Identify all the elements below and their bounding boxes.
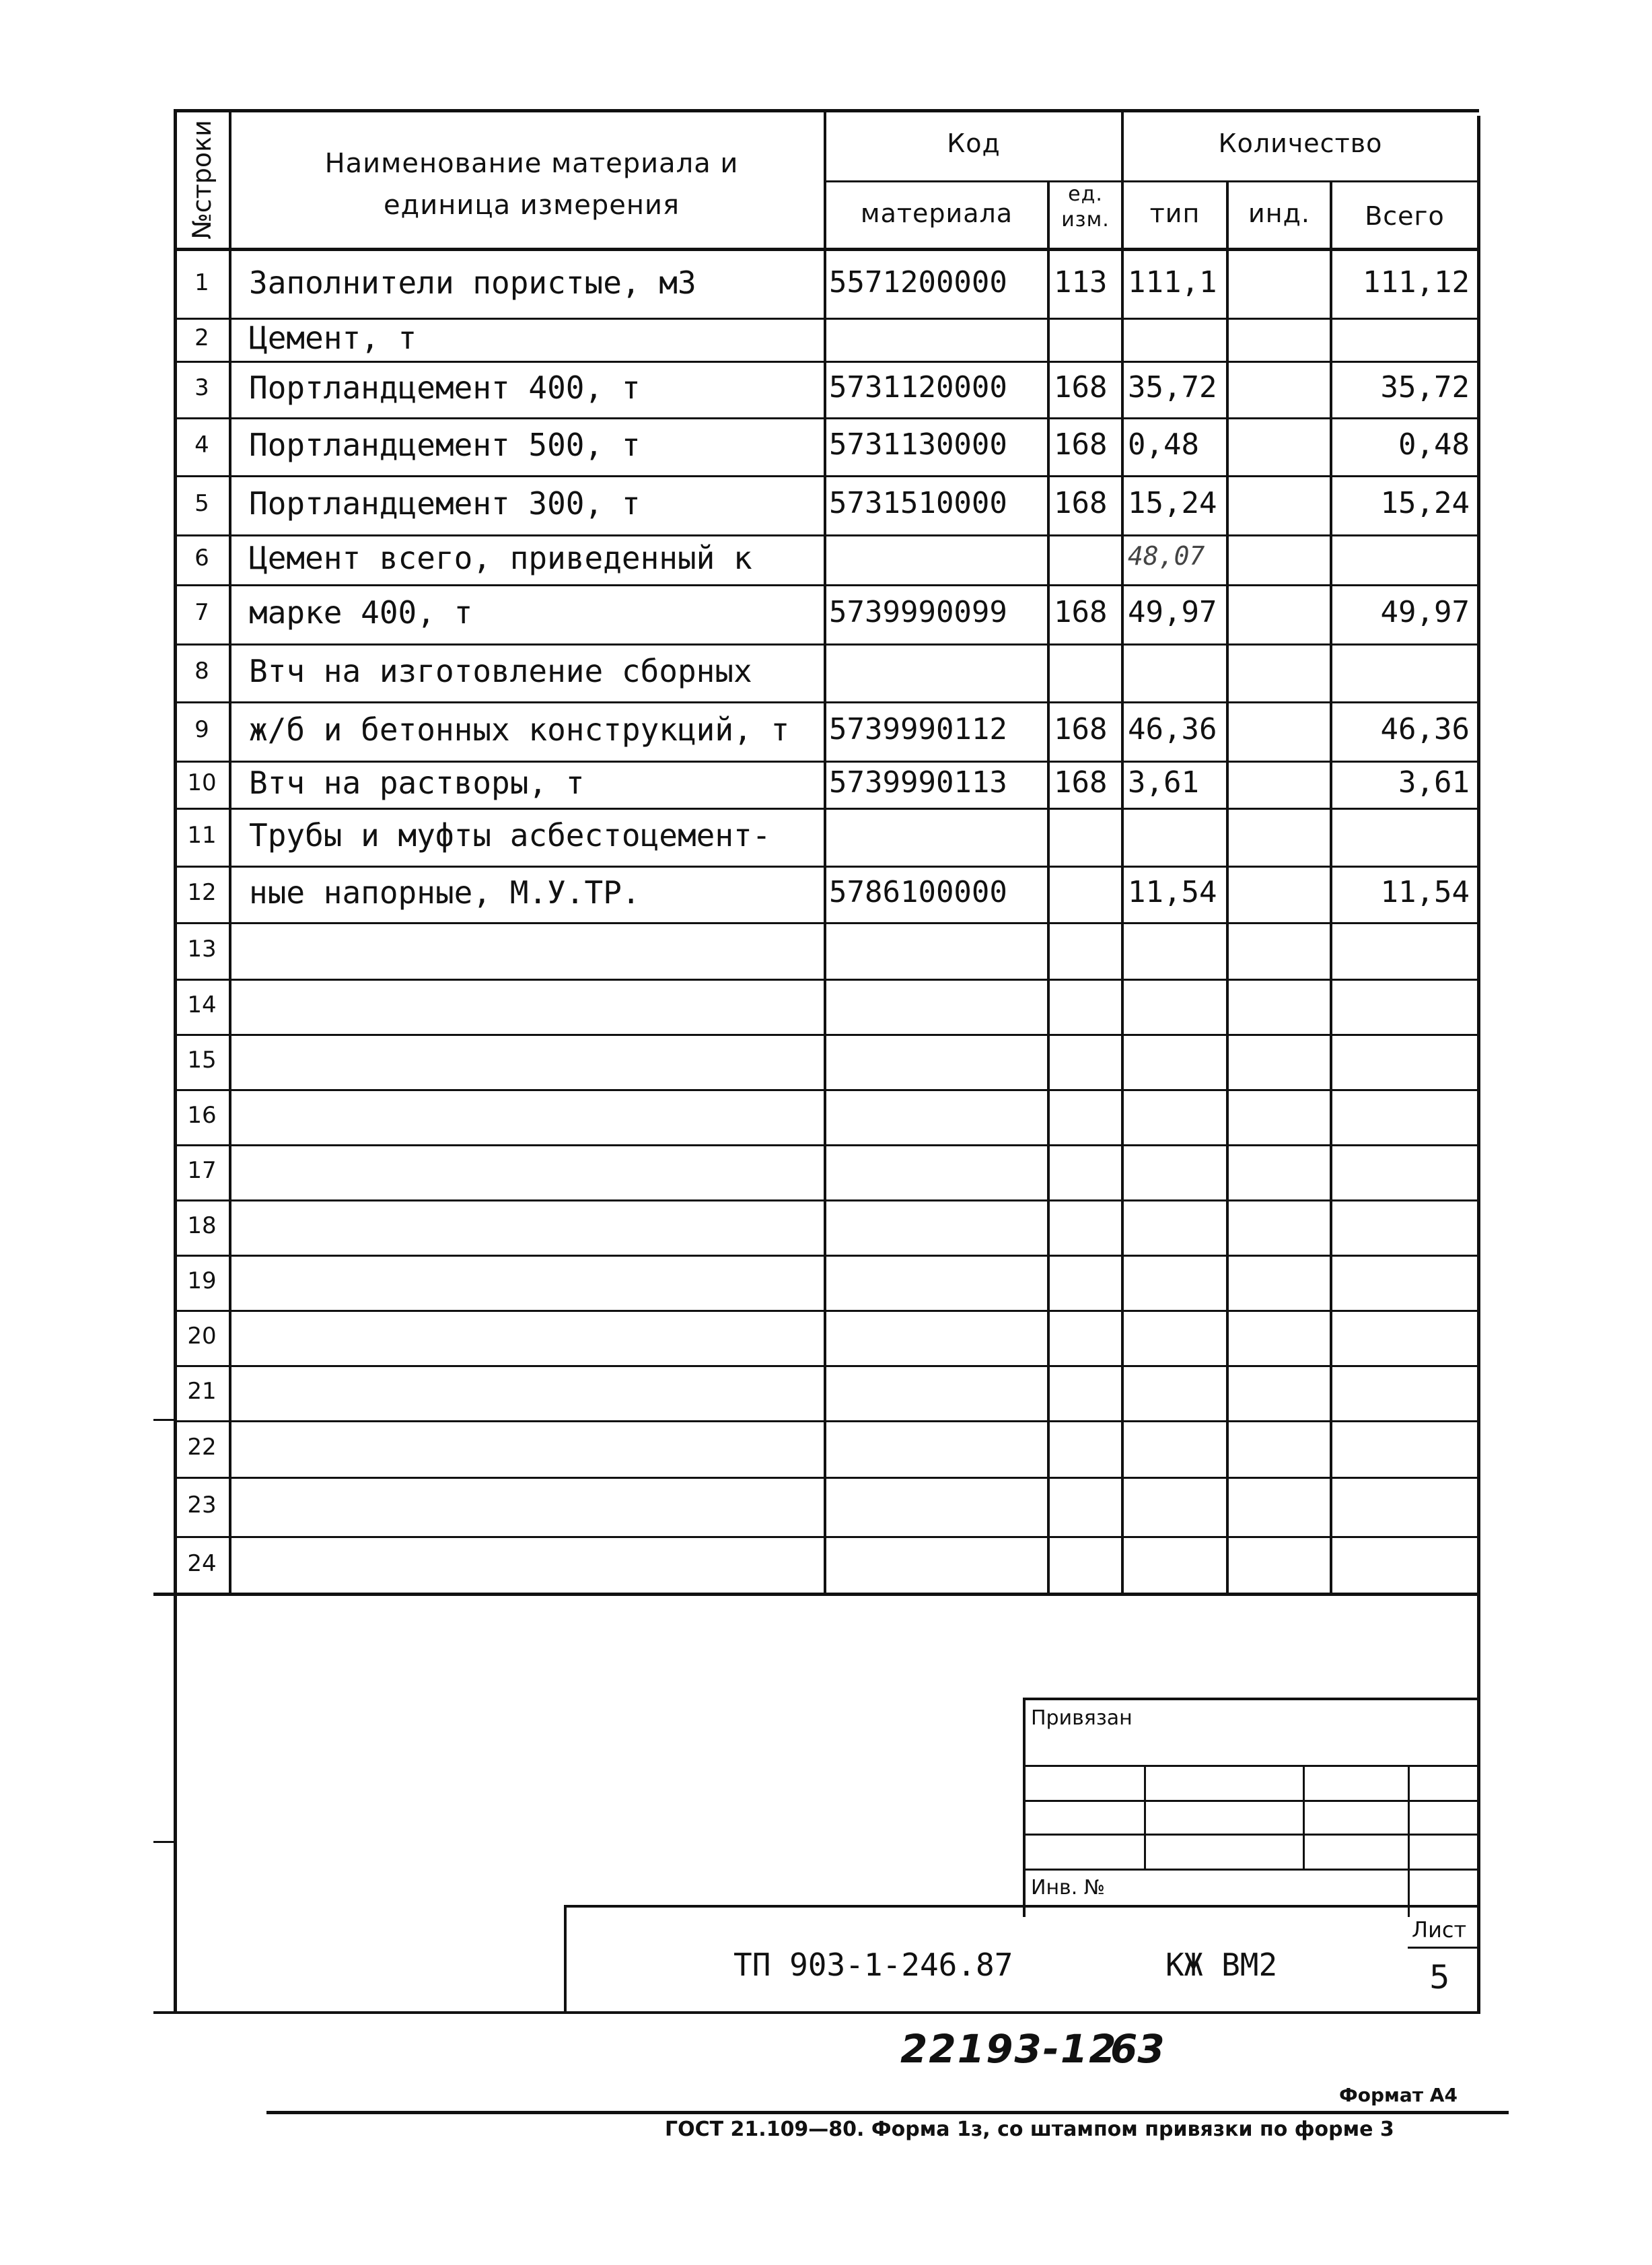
row-number: 11 xyxy=(187,822,217,849)
row-number: 6 xyxy=(194,545,209,572)
quantity-header: Количество xyxy=(1218,129,1383,158)
row-line xyxy=(174,361,1479,363)
col-divider-unit xyxy=(1121,109,1124,1594)
row-number: 10 xyxy=(187,769,217,797)
qty-type: 46,36 xyxy=(1128,711,1217,746)
qty-type: 48,07 xyxy=(1128,541,1205,571)
row-number: 19 xyxy=(187,1267,217,1295)
material-name: Трубы и муфты асбестоцемент- xyxy=(249,816,771,853)
material-name: Цемент всего, приведенный к xyxy=(249,539,752,576)
material-code: 5739990112 xyxy=(829,711,1007,746)
row-number: 3 xyxy=(194,374,209,402)
qty-total: 15,24 xyxy=(1380,485,1470,520)
lower-left-border xyxy=(174,1594,177,2014)
stamp-left xyxy=(1023,1698,1026,1917)
title-block-bottom xyxy=(153,2011,1479,2014)
margin-tick xyxy=(153,1419,175,1421)
format-label: Формат А4 xyxy=(1339,2084,1458,2106)
material-name: ные напорные, М.У.ТР. xyxy=(249,874,641,911)
col-divider-number xyxy=(229,109,231,1594)
archive-number: 22193-12 xyxy=(900,2026,1118,2072)
row-number: 8 xyxy=(194,658,209,685)
material-name: Портландцемент 500, т xyxy=(249,426,641,463)
code-material-header: материала xyxy=(860,199,1013,228)
unit-code: 168 xyxy=(1054,485,1108,520)
inv-label: Инв. № xyxy=(1031,1876,1106,1900)
stamp-divider xyxy=(1303,1765,1305,1869)
header-subdivider xyxy=(824,180,1478,182)
row-number: 1 xyxy=(194,269,209,297)
material-code: 5731120000 xyxy=(829,370,1007,405)
qty-type: 0,48 xyxy=(1128,427,1199,462)
code-unit-header: ед. изм. xyxy=(1061,182,1110,232)
row-number: 21 xyxy=(187,1378,217,1405)
material-code: 5731510000 xyxy=(829,485,1007,520)
qty-total-header: Всего xyxy=(1365,201,1445,231)
qty-type: 15,24 xyxy=(1128,485,1217,520)
row-number: 5 xyxy=(194,490,209,518)
row-number: 13 xyxy=(187,936,217,963)
material-name: Цемент, т xyxy=(249,319,417,356)
material-name: Заполнители пористые, м3 xyxy=(249,264,696,301)
unit-code: 168 xyxy=(1054,370,1108,405)
row-line xyxy=(174,808,1479,810)
stamp-line xyxy=(1023,1834,1479,1836)
col-divider-name xyxy=(824,109,826,1594)
stamp-divider xyxy=(1408,1765,1410,1917)
unit-code: 168 xyxy=(1054,594,1108,629)
material-name: ж/б и бетонных конструкций, т xyxy=(249,711,790,748)
material-name: Портландцемент 400, т xyxy=(249,369,641,406)
material-name: Втч на изготовление сборных xyxy=(249,652,752,689)
row-line xyxy=(174,1034,1479,1036)
row-number: 17 xyxy=(187,1157,217,1185)
row-number: 14 xyxy=(187,991,217,1019)
qty-type: 3,61 xyxy=(1128,765,1199,800)
row-line xyxy=(174,1420,1479,1422)
header-bottom-border xyxy=(174,248,1479,251)
row-line xyxy=(174,701,1479,703)
unit-code: 168 xyxy=(1054,711,1108,746)
row-number: 7 xyxy=(194,599,209,627)
col-divider-code xyxy=(1047,182,1050,1594)
row-number: 16 xyxy=(187,1102,217,1129)
footer-rule xyxy=(266,2111,1509,2114)
row-number: 2 xyxy=(194,324,209,352)
top-border xyxy=(174,109,1479,112)
doc-code: ТП 903-1-246.87 xyxy=(733,1947,1013,1983)
table-bottom-border xyxy=(153,1593,1479,1596)
material-name: Портландцемент 300, т xyxy=(249,485,641,522)
col-divider-ind xyxy=(1330,182,1332,1594)
row-line xyxy=(174,979,1479,981)
title-block-left xyxy=(564,1905,567,2014)
row-line xyxy=(174,417,1479,419)
row-line xyxy=(174,866,1479,868)
qty-type: 49,97 xyxy=(1128,594,1217,629)
right-border xyxy=(1477,116,1480,2014)
archive-page: 63 xyxy=(1110,2026,1165,2072)
title-block-top xyxy=(564,1905,1479,1908)
qty-total: 35,72 xyxy=(1380,370,1470,405)
material-code: 5739990113 xyxy=(829,765,1007,800)
row-line xyxy=(174,922,1479,924)
row-line xyxy=(174,1310,1479,1312)
row-number: 20 xyxy=(187,1323,217,1350)
row-number: 9 xyxy=(194,716,209,744)
row-number: 23 xyxy=(187,1492,217,1519)
material-code: 5786100000 xyxy=(829,874,1007,909)
row-line xyxy=(174,534,1479,536)
row-line xyxy=(174,643,1479,646)
qty-total: 3,61 xyxy=(1398,765,1470,800)
row-line xyxy=(174,1089,1479,1091)
material-name: Втч на растворы, т xyxy=(249,764,585,801)
stamp-line xyxy=(1023,1800,1479,1802)
row-line xyxy=(174,1365,1479,1367)
row-line xyxy=(174,761,1479,763)
row-number: 22 xyxy=(187,1434,217,1461)
unit-code: 168 xyxy=(1054,427,1108,462)
material-code: 5739990099 xyxy=(829,594,1007,629)
col-divider-type xyxy=(1226,182,1229,1594)
stamp-top xyxy=(1023,1698,1479,1700)
row-line xyxy=(174,1477,1479,1479)
row-number: 15 xyxy=(187,1047,217,1074)
margin-tick xyxy=(153,1841,175,1843)
row-line xyxy=(174,1144,1479,1146)
row-line xyxy=(174,1199,1479,1201)
qty-total: 111,12 xyxy=(1363,265,1470,300)
rows-header: №строки xyxy=(187,120,217,240)
qty-total: 49,97 xyxy=(1380,594,1470,629)
sheet-divider xyxy=(1408,1947,1479,1949)
unit-code: 168 xyxy=(1054,765,1108,800)
row-line xyxy=(174,584,1479,586)
row-line xyxy=(174,475,1479,477)
stamp-divider xyxy=(1144,1765,1146,1869)
qty-type: 111,1 xyxy=(1128,265,1217,300)
bound-label: Привязан xyxy=(1031,1706,1133,1730)
qty-total: 11,54 xyxy=(1380,874,1470,909)
qty-total: 0,48 xyxy=(1398,427,1470,462)
name-header: Наименование материала и единица измерения xyxy=(324,148,739,221)
qty-type: 35,72 xyxy=(1128,370,1217,405)
material-code: 5731130000 xyxy=(829,427,1007,462)
sheet-label: Лист xyxy=(1412,1917,1467,1943)
sheet-number: 5 xyxy=(1429,1959,1450,1996)
material-name: марке 400, т xyxy=(249,594,473,631)
unit-code: 113 xyxy=(1054,265,1108,300)
row-number: 18 xyxy=(187,1212,217,1240)
row-line xyxy=(174,1536,1479,1538)
qty-type-header: тип xyxy=(1149,199,1200,228)
row-line xyxy=(174,1255,1479,1257)
row-number: 12 xyxy=(187,879,217,907)
gost-note: ГОСТ 21.109—80. Форма 1з, со штампом привязки по форме 3 xyxy=(665,2118,1394,2141)
qty-total: 46,36 xyxy=(1380,711,1470,746)
code-header: Код xyxy=(947,129,1001,158)
qty-ind-header: инд. xyxy=(1248,199,1310,228)
stamp-line xyxy=(1023,1765,1479,1767)
material-code: 5571200000 xyxy=(829,265,1007,300)
row-number: 24 xyxy=(187,1550,217,1578)
qty-type: 11,54 xyxy=(1128,874,1217,909)
doc-mark: КЖ ВМ2 xyxy=(1165,1947,1278,1983)
stamp-line xyxy=(1023,1869,1479,1871)
row-number: 4 xyxy=(194,431,209,459)
